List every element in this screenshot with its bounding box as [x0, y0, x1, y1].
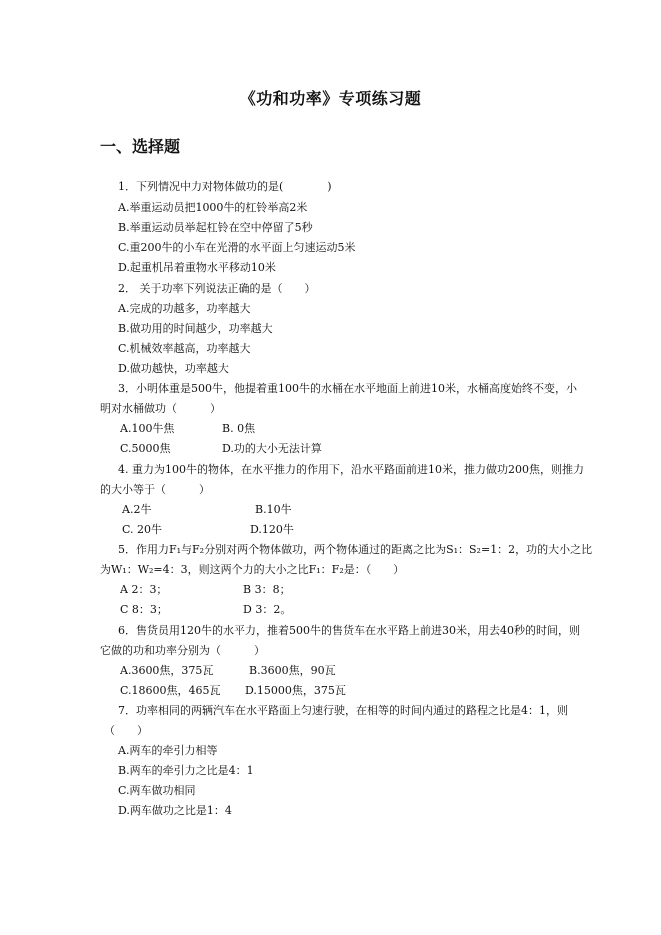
question-1-option-c: C.重200牛的小车在光滑的水平面上匀速运动5米	[118, 241, 356, 254]
question-1-stem: 1．下列情况中力对物体做功的是( )	[118, 180, 332, 193]
question-3-option-c: C.5000焦	[120, 442, 171, 455]
question-2-option-a: A.完成的功越多，功率越大	[118, 302, 251, 315]
question-5-option-b: B 3：8；	[243, 583, 291, 596]
question-7-option-d: D.两车做功之比是1：4	[118, 804, 232, 817]
question-4-option-a: A.2牛	[122, 503, 152, 516]
question-4-option-b: B.10牛	[255, 503, 292, 516]
question-2-option-c: C.机械效率越高，功率越大	[118, 342, 251, 355]
question-1-option-b: B.举重运动员举起杠铃在空中停留了5秒	[118, 221, 313, 234]
question-1-option-a: A.举重运动员把1000牛的杠铃举高2米	[118, 201, 308, 214]
question-1-option-d: D.起重机吊着重物水平移动10米	[118, 261, 276, 274]
question-6-option-d: D.15000焦，375瓦	[245, 684, 346, 697]
question-7-option-b: B.两车的牵引力之比是4：1	[118, 764, 254, 777]
question-5-option-c: C 8：3；	[120, 603, 168, 616]
question-7-option-c: C.两车做功相同	[118, 784, 196, 797]
question-2-stem: 2． 关于功率下列说法正确的是（ ）	[118, 282, 316, 295]
question-5-option-a: A 2：3；	[120, 583, 168, 596]
question-7-stem-line-1: 7．功率相同的两辆汽车在水平路面上匀速行驶，在相等的时间内通过的路程之比是4：1，则	[118, 704, 568, 717]
question-6-stem-line-1: 6．售货员用120牛的水平力，推着500牛的售货车在水平路上前进30米，用去40秒的时间，则	[118, 624, 580, 637]
question-6-option-c: C.18600焦，465瓦	[120, 684, 221, 697]
question-5-stem-line-2: 为W₁：W₂=4：3，则这两个力的大小之比F₁：F₂是：（ ）	[100, 563, 405, 576]
question-4-option-d: D.120牛	[250, 523, 294, 536]
question-4-stem-line-2: 的大小等于（ ）	[100, 483, 210, 496]
question-4-option-c: C. 20牛	[122, 523, 163, 536]
question-7-option-a: A.两车的牵引力相等	[118, 744, 218, 757]
question-3-stem-line-1: 3．小明体重是500牛，他提着重100牛的水桶在水平地面上前进10米，水桶高度始终不变，小	[118, 382, 577, 395]
question-3-stem-line-2: 明对水桶做功（ ）	[100, 402, 221, 415]
question-6-option-b: B.3600焦，90瓦	[249, 664, 336, 677]
question-5-option-d: D 3：2。	[243, 603, 292, 616]
question-6-stem-line-2: 它做的功和功率分别为（ ）	[100, 644, 265, 657]
question-6-option-a: A.3600焦，375瓦	[120, 664, 214, 677]
document-title: 《功和功率》专项练习题	[239, 89, 422, 108]
question-5-stem-line-1: 5．作用力F₁与F₂分别对两个物体做功，两个物体通过的距离之比为S₁：S₂=1：2，功的大小之比	[118, 543, 593, 556]
question-4-stem-line-1: 4. 重力为100牛的物体，在水平推力的作用下，沿水平路面前进10米，推力做功200焦，则推力	[118, 463, 584, 476]
question-7-stem-line-2: （ ）	[104, 724, 148, 737]
question-3-option-b: B. 0焦	[222, 422, 256, 435]
question-2-option-d: D.做功越快，功率越大	[118, 362, 229, 375]
question-2-option-b: B.做功用的时间越少，功率越大	[118, 322, 273, 335]
question-3-option-d: D.功的大小无法计算	[222, 442, 322, 455]
question-3-option-a: A.100牛焦	[120, 422, 175, 435]
section-heading: 一、选择题	[100, 137, 181, 156]
